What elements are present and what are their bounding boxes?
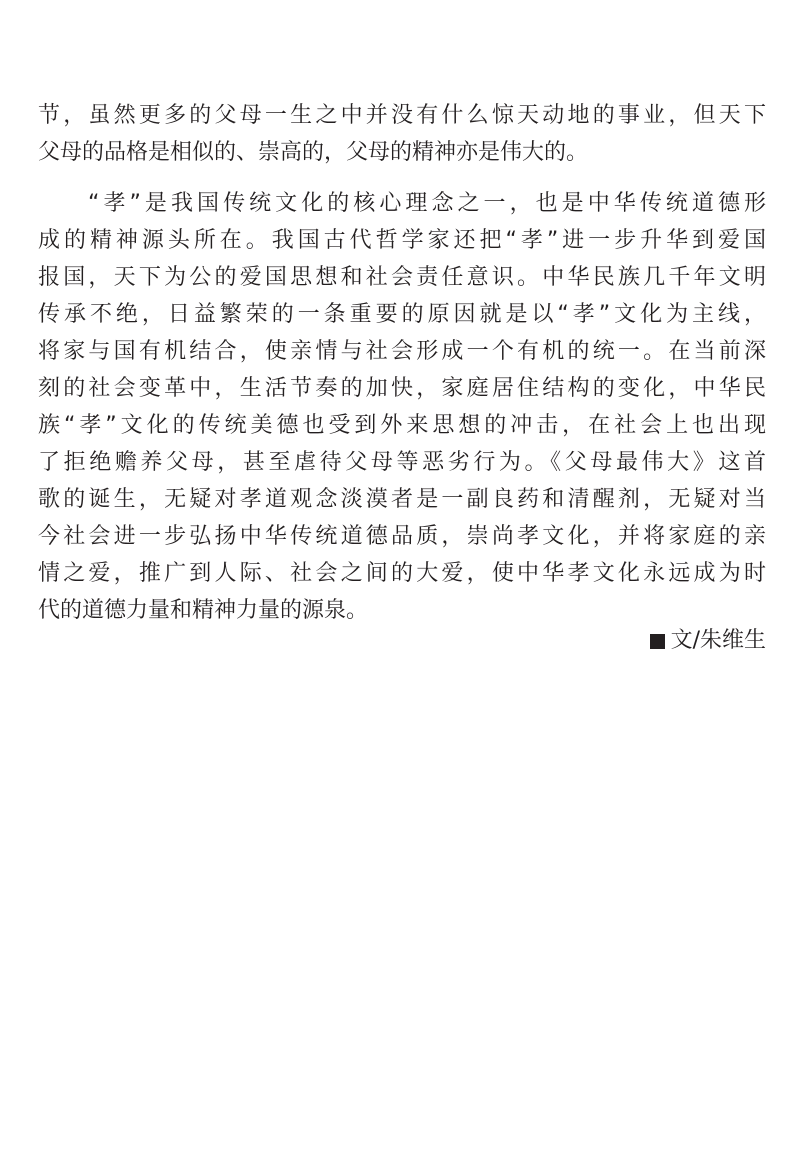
paragraph-line: 报国，天下为公的爱国思想和社会责任意识。中华民族几千年文明 xyxy=(38,265,766,290)
paragraph-line: 歌的诞生，无疑对孝道观念淡漠者是一副良药和清醒剂，无疑对当 xyxy=(38,487,766,512)
paragraph-line: 代的道德力量和精神力量的源泉。 xyxy=(38,598,369,623)
paragraph-line: 今社会进一步弘扬中华传统道德品质，崇尚孝文化，并将家庭的亲 xyxy=(38,524,766,549)
paragraph-line: 情之爱，推广到人际、社会之间的大爱，使中华孝文化永远成为时 xyxy=(38,561,766,586)
paragraph-line: 刻的社会变革中，生活节奏的加快，家庭居住结构的变化，中华民 xyxy=(38,376,766,401)
paragraph-line: 将家与国有机结合，使亲情与社会形成一个有机的统一。在当前深 xyxy=(38,339,766,364)
paragraph-line: 传承不绝，日益繁荣的一条重要的原因就是以“孝”文化为主线， xyxy=(38,302,766,327)
author-byline xyxy=(650,626,766,656)
paragraph-line: 父母的品格是相似的、崇高的，父母的精神亦是伟大的。 xyxy=(38,140,589,165)
paragraph-line: 了拒绝赡养父母，甚至虐待父母等恶劣行为。《父母最伟大》这首 xyxy=(38,450,766,475)
author-name: 文/朱维生 xyxy=(670,628,766,653)
paragraph-line: 节，虽然更多的父母一生之中并没有什么惊天动地的事业，但天下 xyxy=(38,103,766,128)
square-bullet-icon xyxy=(650,634,665,649)
paragraph-line: 成的精神源头所在。我国古代哲学家还把“孝”进一步升华到爱国 xyxy=(38,228,766,253)
paragraph-line: 族“孝”文化的传统美德也受到外来思想的冲击，在社会上也出现 xyxy=(38,413,766,438)
paragraph-line: “孝”是我国传统文化的核心理念之一，也是中华传统道德形 xyxy=(88,191,766,216)
